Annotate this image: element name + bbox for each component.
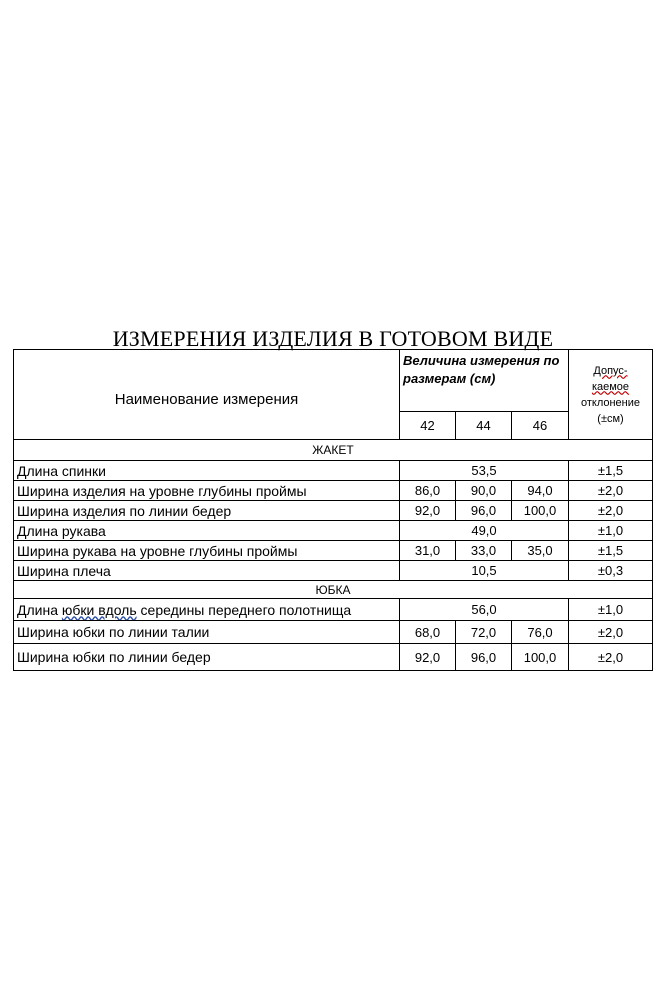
row-value-42: 92,0 [400, 644, 456, 671]
row-label: Ширина юбки по линии талии [14, 621, 400, 644]
row-value-46: 94,0 [512, 481, 569, 501]
table-row [14, 561, 653, 581]
row-value-46: 35,0 [512, 541, 569, 561]
row-label: Ширина рукава на уровне глубины проймы [14, 541, 400, 561]
row-label: Ширина плеча [14, 561, 400, 581]
size-42-header: 42 [400, 412, 456, 440]
measurement-table [13, 349, 653, 671]
row-tolerance: ±2,0 [569, 501, 653, 521]
row-value-44: 72,0 [456, 621, 512, 644]
header-tolerance-line1: Допус- [593, 364, 628, 377]
row-value-46: 100,0 [512, 644, 569, 671]
row-tolerance: ±1,5 [569, 461, 653, 481]
table-row [14, 501, 653, 521]
row-label: Ширина изделия по линии бедер [14, 501, 400, 521]
header-sizes-title: Величина измерения по размерам (см) [400, 350, 569, 412]
row-tolerance: ±2,0 [569, 481, 653, 501]
row-label: Ширина изделия на уровне глубины проймы [14, 481, 400, 501]
row-value-42: 86,0 [400, 481, 456, 501]
header-tolerance [569, 350, 653, 440]
row-label-part2: юбки вдоль [61, 601, 137, 618]
row-value-44: 96,0 [456, 501, 512, 521]
section-skirt-label: ЮБКА [14, 581, 653, 599]
table-row [14, 644, 653, 671]
row-value-all-sizes: 53,5 [400, 461, 569, 481]
row-value-42: 68,0 [400, 621, 456, 644]
row-tolerance: ±1,0 [569, 599, 653, 621]
row-label: Длина рукава [14, 521, 400, 541]
row-value-42: 31,0 [400, 541, 456, 561]
row-tolerance: ±1,0 [569, 521, 653, 541]
header-tolerance-line3: отклонение [580, 396, 641, 409]
row-tolerance: ±2,0 [569, 644, 653, 671]
table-row [14, 541, 653, 561]
document-title: ИЗМЕРЕНИЯ ИЗДЕЛИЯ В ГОТОВОМ ВИДЕ [112, 326, 554, 351]
row-value-all-sizes: 10,5 [400, 561, 569, 581]
row-value-all-sizes: 56,0 [400, 599, 569, 621]
table-row [14, 599, 653, 621]
table-row [14, 481, 653, 501]
header-measurement-name: Наименование измерения [14, 350, 400, 440]
section-row-jacket [14, 440, 653, 461]
row-value-44: 90,0 [456, 481, 512, 501]
row-value-42: 92,0 [400, 501, 456, 521]
header-tolerance-line4: (±см) [597, 412, 624, 425]
row-label: Длина спинки [14, 461, 400, 481]
size-44-header: 44 [456, 412, 512, 440]
row-value-46: 76,0 [512, 621, 569, 644]
row-value-46: 100,0 [512, 501, 569, 521]
table-row [14, 621, 653, 644]
header-tolerance-line2: каемое [591, 380, 630, 393]
section-row-skirt [14, 581, 653, 599]
row-label-part3: середины переднего полотнища [136, 601, 352, 618]
size-46-header: 46 [512, 412, 569, 440]
table-row [14, 521, 653, 541]
row-label-part1: Длина [17, 601, 62, 618]
row-tolerance: ±0,3 [569, 561, 653, 581]
section-jacket-label: ЖАКЕТ [14, 440, 653, 461]
row-label: Ширина юбки по линии бедер [14, 644, 400, 671]
row-label [14, 599, 400, 621]
row-tolerance: ±1,5 [569, 541, 653, 561]
row-value-44: 33,0 [456, 541, 512, 561]
row-value-44: 96,0 [456, 644, 512, 671]
row-value-all-sizes: 49,0 [400, 521, 569, 541]
table-row [14, 461, 653, 481]
row-tolerance: ±2,0 [569, 621, 653, 644]
